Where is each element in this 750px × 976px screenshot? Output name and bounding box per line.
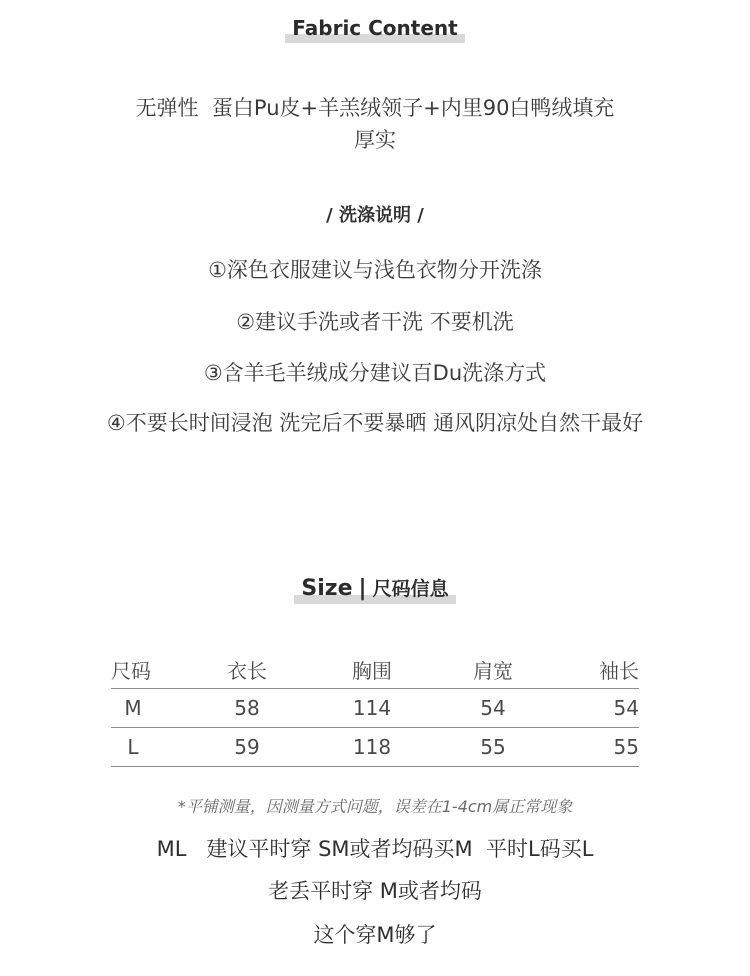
size-title-en: Size — [301, 576, 353, 601]
table-row — [111, 728, 639, 767]
washing-item-2: ②建议手洗或者干洗 不要机洗 — [236, 310, 514, 334]
shoulder-cell: 55 — [441, 728, 545, 767]
recommendation-line-3: 这个穿M够了 — [313, 923, 437, 947]
size-header-chest: 胸围 — [352, 658, 392, 683]
shoulder-cell: 54 — [441, 689, 545, 728]
chest-cell: 118 — [303, 728, 441, 767]
washing-item-4: ④不要长时间浸泡 洗完后不要暴晒 通风阴凉处自然干最好 — [106, 411, 644, 435]
recommendation-line-2: 老丢平时穿 M或者均码 — [268, 879, 482, 903]
washing-item-1: ①深色衣服建议与浅色衣物分开洗涤 — [208, 258, 542, 282]
size-heading — [0, 574, 750, 601]
table-row — [111, 689, 639, 728]
fabric-description — [0, 92, 750, 156]
chest-cell: 114 — [303, 689, 441, 728]
washing-item-3: ③含羊毛羊绒成分建议百Du洗涤方式 — [203, 361, 547, 385]
size-header-shoulder: 肩宽 — [473, 658, 513, 683]
sleeve-cell: 55 — [545, 728, 639, 767]
length-cell: 58 — [191, 689, 303, 728]
size-cell: M — [124, 696, 142, 720]
size-title-separator: | — [358, 576, 367, 601]
size-header-size: 尺码 — [111, 658, 151, 683]
measurement-note: *平铺测量，因测量方式问题，误差在1-4cm属正常现象 — [177, 797, 573, 816]
length-cell: 59 — [191, 728, 303, 767]
size-heading-label — [301, 574, 448, 601]
size-cell: L — [127, 735, 139, 759]
sleeve-cell: 54 — [545, 689, 639, 728]
recommendation-line-1: ML 建议平时穿 SM或者均码买M 平时L码买L — [156, 837, 594, 861]
fabric-description-line-2: 厚实 — [354, 128, 396, 152]
size-title-cn: 尺码信息 — [372, 578, 449, 600]
size-table — [111, 650, 639, 767]
fabric-content-heading — [0, 16, 750, 40]
fabric-content-title: Fabric Content — [292, 16, 458, 40]
size-header-length: 衣长 — [227, 658, 267, 683]
washing-heading: / 洗涤说明 / — [326, 205, 424, 226]
size-header-sleeve: 袖长 — [599, 658, 639, 683]
size-table-header-row — [111, 650, 639, 689]
fabric-description-line-1: 无弹性 蛋白Pu皮+羊羔绒领子+内里90白鸭绒填充 — [135, 96, 615, 120]
